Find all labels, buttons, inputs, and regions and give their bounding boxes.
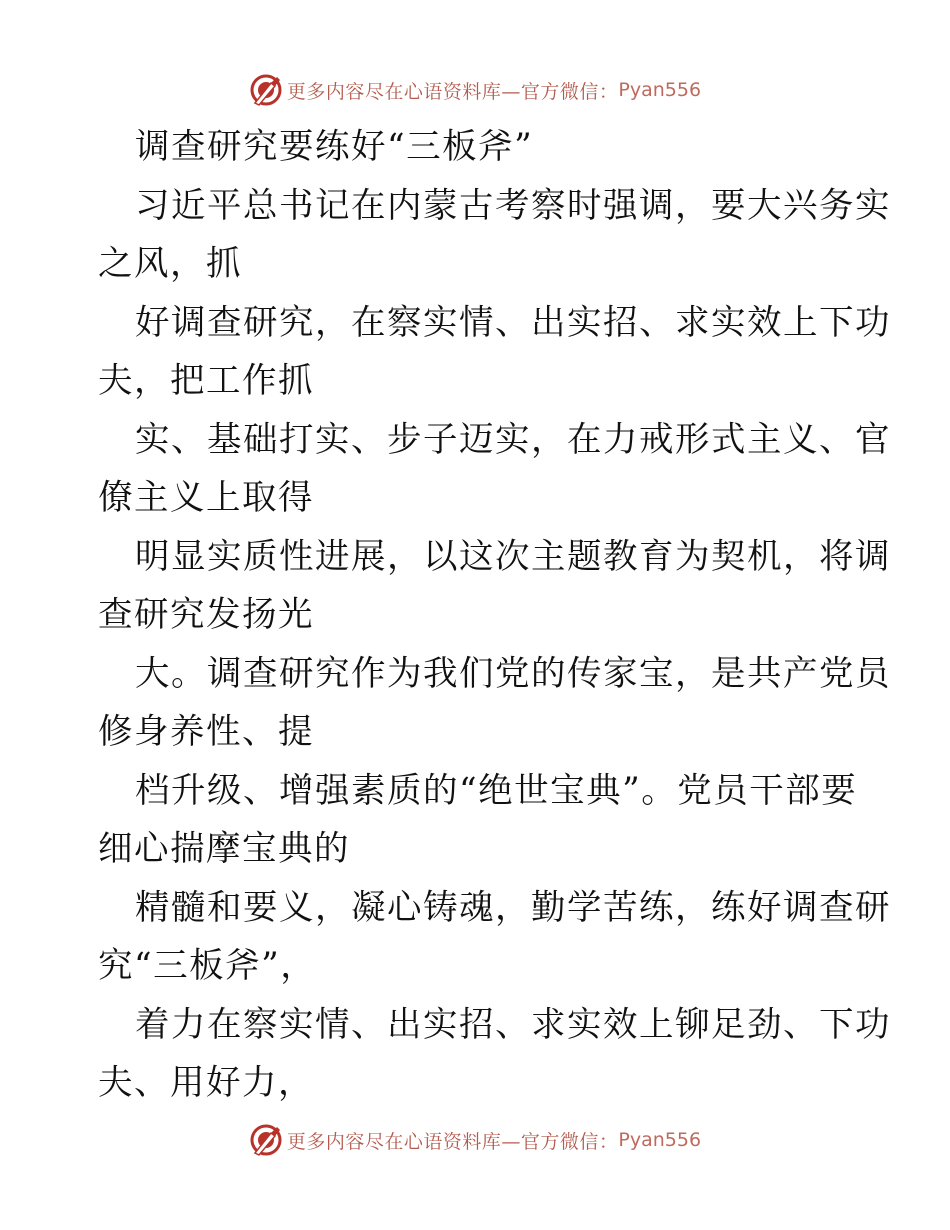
document-body [98, 118, 891, 1113]
text-line: 究“三板斧”， [98, 946, 317, 986]
text-line: 细心揣摩宝典的 [98, 829, 350, 869]
text-line: 档升级、增强素质的“绝世宝典”。党员干部要 [135, 770, 858, 811]
wechat-id: Pyan556 [618, 1129, 702, 1151]
watermark-text: 更多内容尽在心语资料库—官方微信： [286, 1130, 619, 1153]
text-line: 明显实质性进展，以这次主题教育为契机，将调 [135, 536, 891, 577]
text-line: 好调查研究，在察实情、出实招、求实效上下功 [135, 302, 891, 343]
text-line: 实、基础打实、步子迈实，在力戒形式主义、官 [135, 419, 891, 460]
header-watermark-banner [0, 72, 950, 108]
red-seal-pen-logo-icon [249, 1123, 283, 1157]
text-line: 修身养性、提 [98, 712, 314, 752]
text-line: 夫、用好力， [98, 1063, 314, 1103]
watermark-text: 更多内容尽在心语资料库—官方微信： [286, 80, 619, 103]
red-seal-pen-logo-icon [249, 73, 283, 107]
text-line: 大。调查研究作为我们党的传家宝，是共产党员 [135, 653, 891, 694]
text-line: 精髓和要义，凝心铸魂，勤学苦练，练好调查研 [135, 887, 891, 928]
text-line: 习近平总书记在内蒙古考察时强调，要大兴务实 [135, 185, 891, 226]
wechat-id: Pyan556 [618, 79, 702, 101]
text-line: 僚主义上取得 [98, 478, 314, 518]
text-line: 查研究发扬光 [98, 595, 314, 635]
text-line: 之风，抓 [98, 244, 242, 284]
document-title: 调查研究要练好“三板斧” [135, 127, 534, 167]
footer-watermark-banner [0, 1122, 950, 1158]
text-line: 着力在察实情、出实招、求实效上铆足劲、下功 [135, 1004, 891, 1045]
text-line: 夫，把工作抓 [98, 361, 314, 401]
